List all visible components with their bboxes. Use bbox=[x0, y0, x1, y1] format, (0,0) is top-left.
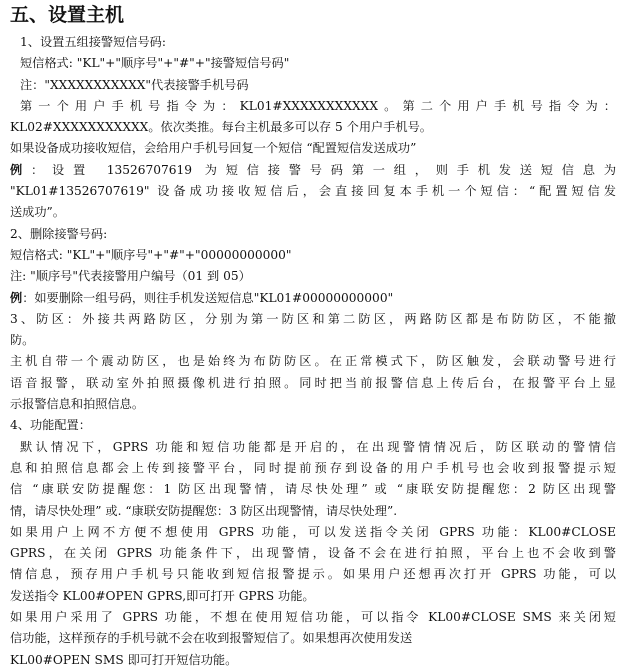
section-4-sms-line: 信功能，这样预存的手机号就不会在收到报警短信了。如果想再次使用发送 bbox=[10, 631, 413, 646]
section-4-sms-line: 如果用户采用了 GPRS 功能，不想在使用短信功能，可以指令 KL00#CLOSE SMS 来关闭短 bbox=[10, 610, 616, 625]
section-1-heading: 1、设置五组接警短信号码: bbox=[20, 35, 166, 49]
example-text: ：设置 13526707619 为短信接警号码第一组，则手机发送短信息为 bbox=[31, 162, 617, 177]
section-3-line: 3、防区：外接共两路防区，分别为第一防区和第二防区，两路防区都是布防防区，不能撤 bbox=[10, 311, 616, 326]
section-1-example-line bbox=[10, 160, 616, 181]
section-4-heading: 4、功能配置： bbox=[10, 418, 91, 433]
section-4-default-line: 信 “康联安防提醒您：1 防区出现警情，请尽快处理” 或 “康联安防提醒您：2 防区出现警 bbox=[10, 482, 616, 497]
section-3-line: 防。 bbox=[10, 333, 35, 348]
section-1-example-line: "KL01#13526707619" 设备成功接收短信后，会直接回复本手机一个短信：“配置短信发 bbox=[10, 184, 616, 199]
section-2-note: 注: "顺序号"代表接警用户编号（01 到 05） bbox=[10, 269, 251, 284]
section-1-para-line: KL02#XXXXXXXXXXX。依次类推。每台主机最多可以存 5 个用户手机号。 bbox=[10, 120, 432, 135]
section-4-gprs-line: GPRS，在关闭 GPRS 功能条件下，出现警情，设备不会在进行拍照，平台上也不会收到警 bbox=[10, 546, 616, 561]
document-page bbox=[10, 2, 616, 671]
section-3-para-line: 示报警信息和拍照信息。 bbox=[10, 397, 145, 412]
section-1-example-line: 送成功”。 bbox=[10, 205, 65, 220]
section-4-default-line: 息和拍照信息都会上传到接警平台，同时提前预存到设备的用户手机号也会收到报警提示短 bbox=[10, 460, 616, 475]
section-1-note: 注："XXXXXXXXXXX"代表接警手机号码 bbox=[20, 77, 249, 92]
section-2-format: 短信格式: "KL"+"顺序号"+"#"+"00000000000" bbox=[10, 247, 292, 262]
section-1-reply: 如果设备成功接收短信，会给用户手机号回复一个短信 “配置短信发送成功” bbox=[10, 141, 417, 156]
section-4-sms-line: KL00#OPEN SMS 即可打开短信功能。 bbox=[10, 652, 238, 667]
section-4-gprs-line: 如果用户上网不方便不想使用 GPRS 功能，可以发送指令关闭 GPRS 功能：KL00#CLOSE bbox=[10, 524, 616, 539]
section-4-gprs-line: 情信息，预存用户手机号只能收到短信报警提示。如果用户还想再次打开 GPRS 功能，可以 bbox=[10, 567, 616, 582]
page-title: 五、设置主机 bbox=[10, 4, 125, 26]
example-text: ：如要删除一组号码，则往手机发送短信息"KL01#00000000000" bbox=[22, 290, 394, 305]
section-2-example bbox=[10, 288, 616, 309]
section-1-format: 短信格式: "KL"+"顺序号"+"#"+"接警短信号码" bbox=[20, 56, 290, 71]
section-1-para-line: 第一个用户手机号指令为：KL01#XXXXXXXXXXX。第二个用户手机号指令为： bbox=[20, 98, 616, 113]
example-label: 例 bbox=[10, 290, 23, 305]
section-2-heading: 2、删除接警号码: bbox=[10, 226, 108, 241]
example-label: 例 bbox=[10, 162, 32, 177]
section-4-gprs-line: 发送指令 KL00#OPEN GPRS,即可打开 GPRS 功能。 bbox=[10, 588, 315, 603]
section-4-default-line: 情，请尽快处理” 或. “康联安防提醒您：3 防区出现警情，请尽快处理”. bbox=[10, 503, 398, 518]
section-3-para-line: 主机自带一个震动防区，也是始终为布防防区。在正常模式下，防区触发，会联动警号进行 bbox=[10, 354, 616, 369]
section-3-para-line: 语音报警，联动室外拍照摄像机进行拍照。同时把当前报警信息上传后台，在报警平台上显 bbox=[10, 375, 616, 390]
section-4-default-line: 默认情况下，GPRS 功能和短信功能都是开启的，在出现警情情况后，防区联动的警情信 bbox=[20, 439, 616, 454]
